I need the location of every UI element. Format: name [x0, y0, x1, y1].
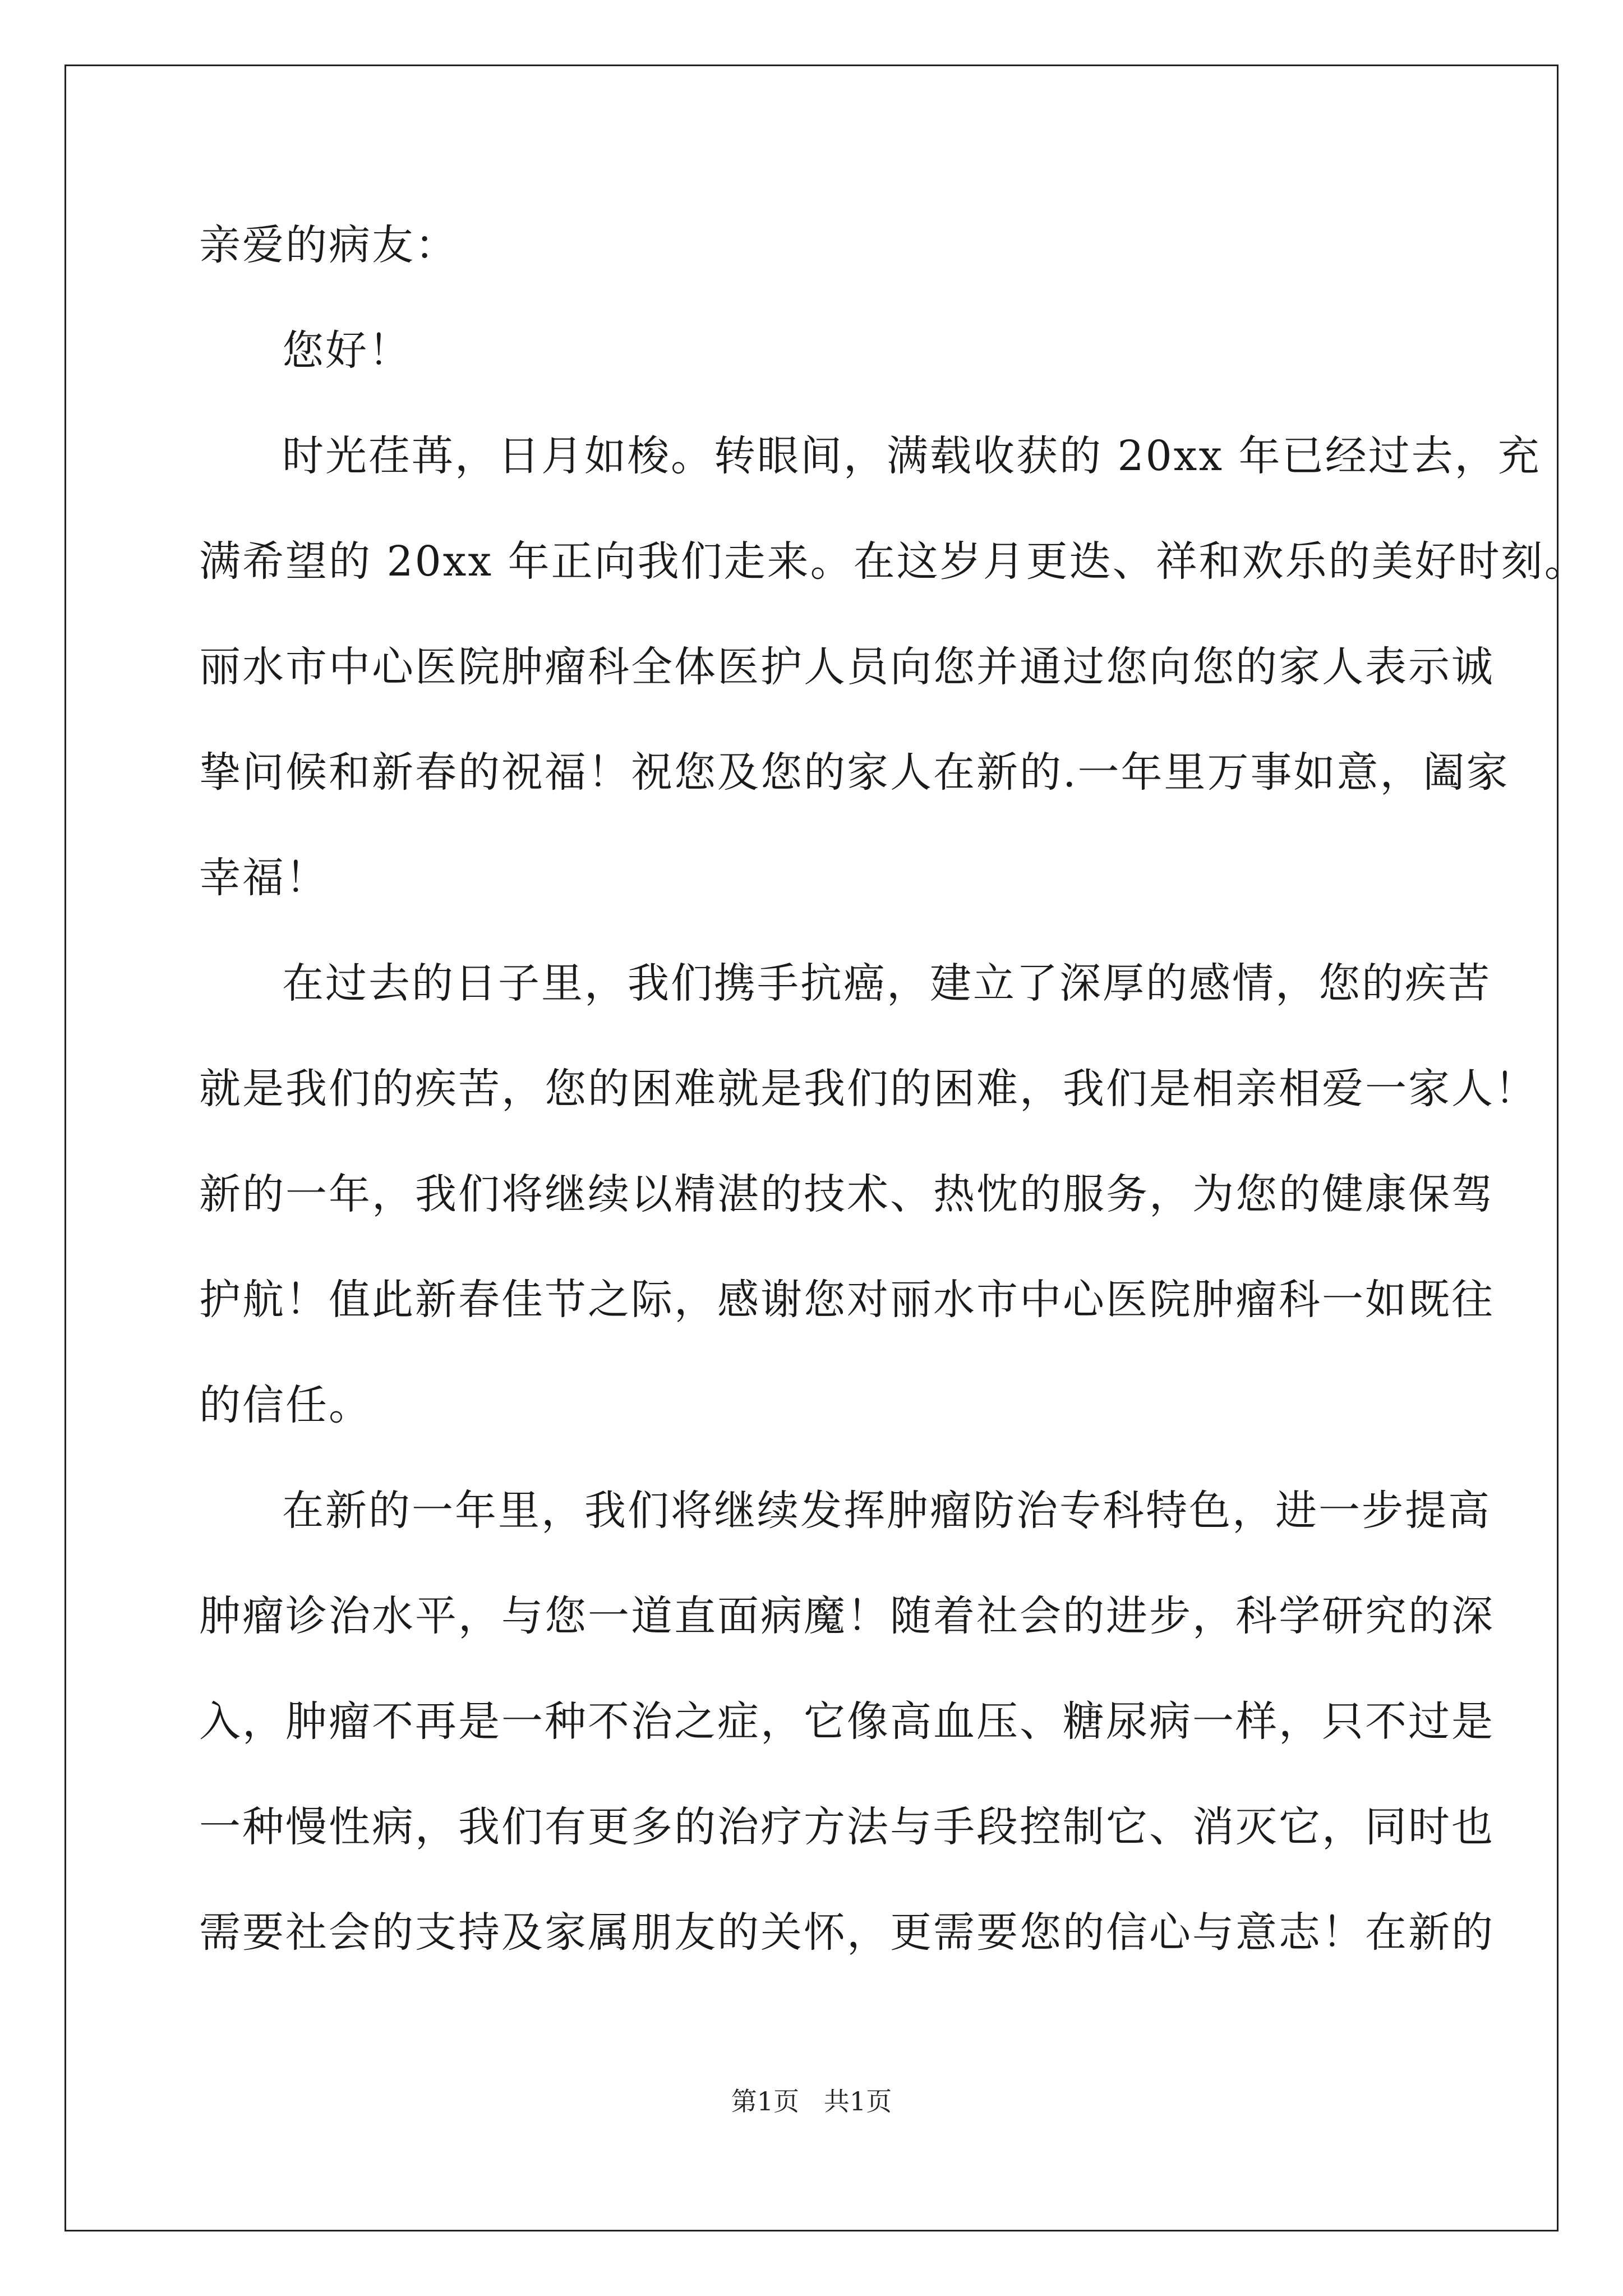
- text-line: 满希望的 20xx 年正向我们走来。在这岁月更迭、祥和欢乐的美好时刻。: [199, 537, 1588, 586]
- text-line: 幸福！: [199, 854, 329, 902]
- letter-body: [199, 221, 1588, 2017]
- salutation-line: 亲爱的病友：: [199, 221, 458, 269]
- text-line: 就是我们的疾苦，您的困难就是我们的困难，我们是相亲相爱一家人！: [199, 1065, 1538, 1113]
- text-line: 丽水市中心医院肿瘤科全体医护人员向您并通过您向您的家人表示诚: [199, 643, 1495, 691]
- text-line: 护航！值此新春佳节之际，感谢您对丽水市中心医院肿瘤科一如既往: [199, 1276, 1495, 1324]
- text-line: 挚问候和新春的祝福！祝您及您的家人在新的.一年里万事如意，阖家: [199, 748, 1510, 797]
- text-line: 时光荏苒，日月如梭。转眼间，满载收获的 20xx 年已经过去，充: [282, 432, 1541, 480]
- greeting-line: 您好！: [282, 326, 412, 375]
- page-number-footer: 第1页 共1页: [731, 2086, 892, 2116]
- text-line: 新的一年，我们将继续以精湛的技术、热忱的服务，为您的健康保驾: [199, 1170, 1495, 1218]
- text-line: 需要社会的支持及家属朋友的关怀，更需要您的信心与意志！在新的: [199, 1908, 1495, 1957]
- text-line: 的信任。: [199, 1381, 372, 1429]
- text-line: 入，肿瘤不再是一种不治之症，它像高血压、糖尿病一样，只不过是: [199, 1697, 1495, 1746]
- text-line: 肿瘤诊治水平，与您一道直面病魔！随着社会的进步，科学研究的深: [199, 1592, 1495, 1640]
- text-line: 在新的一年里，我们将继续发挥肿瘤防治专科特色，进一步提高: [282, 1487, 1491, 1535]
- text-line: 一种慢性病，我们有更多的治疗方法与手段控制它、消灭它，同时也: [199, 1803, 1495, 1851]
- text-line: 在过去的日子里，我们携手抗癌，建立了深厚的感情，您的疾苦: [282, 959, 1491, 1007]
